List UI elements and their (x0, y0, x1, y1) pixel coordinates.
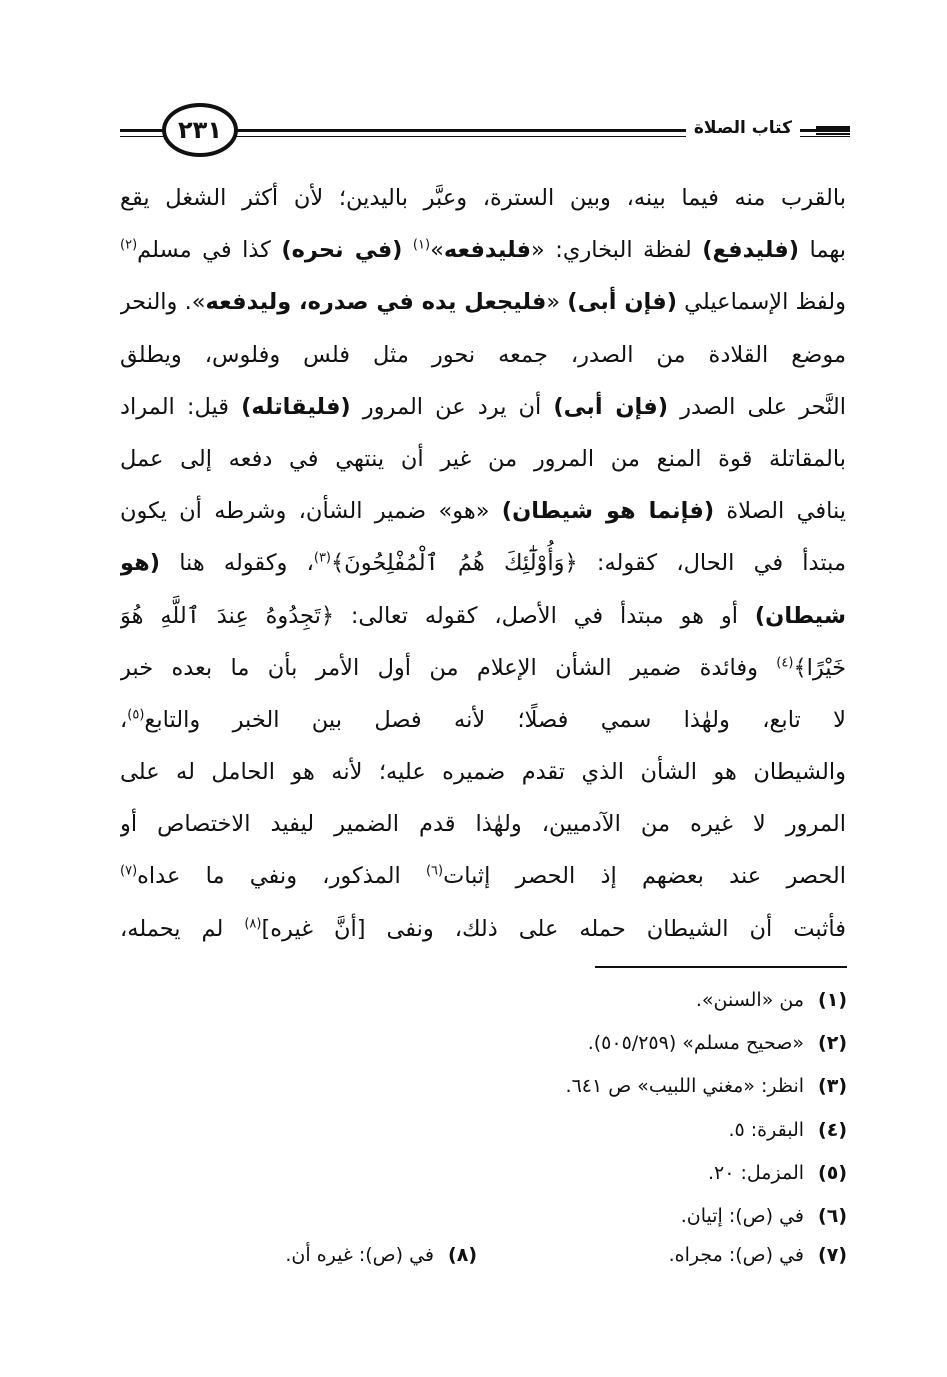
footnotes (120, 985, 847, 1287)
text-line (120, 485, 846, 537)
footnote-ref: (٤) (776, 655, 794, 671)
footnote-5: (٥)المزمل: ٢٠. (708, 1161, 847, 1184)
footnote-1: (١)من «السنن». (695, 989, 847, 1011)
footnote-ref: (٣) (313, 550, 331, 566)
footnote-ref: (٧) (120, 863, 138, 879)
text-line (120, 746, 846, 798)
footnote-ref: (١) (412, 237, 431, 253)
footnote-8: (٨)في (ص): غيره أن. (285, 1244, 477, 1267)
bold-text: (فإن أبى) (553, 393, 669, 420)
text-run: لا تابع، ولهٰذا سمي فصلًا؛ لأنه فصل بين الخبر والتابع (144, 706, 846, 733)
text-line (120, 276, 846, 328)
text-run: « (546, 289, 568, 316)
footnote-ref: (٦) (425, 863, 444, 879)
bold-text: (فإن أبى) (567, 289, 678, 316)
bold-text: (فإنما هو شيطان) (501, 498, 715, 525)
page-header (120, 100, 850, 160)
text-run: والشيطان هو الشأن الذي تقدم ضميره عليه؛ لأنه هو الحامل له على (120, 759, 846, 786)
footnote-separator (595, 966, 847, 968)
running-title: كتاب الصلاة (686, 118, 800, 138)
footnote-ref: (٢) (120, 237, 138, 253)
main-text (120, 172, 846, 955)
text-line (120, 537, 846, 589)
text-run: ، (120, 706, 128, 733)
text-run: كذا في مسلم (137, 237, 282, 264)
text-run: خَيْرًا﴾ (793, 654, 846, 681)
text-run: بالقرب منه فيما بينه، وبين السترة، وعبَّر باليدين؛ لأن أكثر الشغل يقع (120, 185, 846, 211)
bold-text: (في نحره) (281, 237, 403, 264)
text-run: وفائدة ضمير الشأن الإعلام من أول الأمر بأن ما بعده خبر (120, 654, 777, 681)
text-line (120, 590, 846, 642)
text-run: ، وكقوله هنا (160, 550, 314, 577)
footnote-3: (٣)انظر: «مغني اللبيب» ص ٦٤١. (565, 1075, 847, 1098)
text-run: لم يحمله، (120, 915, 245, 942)
text-line (120, 329, 846, 381)
text-line (120, 798, 846, 850)
footnote-ref: (٥) (127, 707, 145, 723)
footnote-2: (٢)«صحيح مسلم» (٥٠٥/٢٥٩). (587, 1032, 847, 1055)
bold-text: (فليدفع) (702, 237, 800, 264)
text-line (120, 224, 846, 276)
text-run: قيل: المراد (120, 393, 242, 420)
text-run: الحصر عند بعضهم إذ الحصر إثبات (443, 863, 846, 890)
text-run: » (430, 237, 444, 264)
bold-text: فليدفعه (443, 237, 532, 264)
text-run: موضع القلادة من الصدر، جمعه نحور مثل فلس وفلوس، ويطلق (120, 341, 846, 368)
text-run: النَّحر على الصدر (668, 393, 846, 420)
text-run: ولفظ الإسماعيلي (677, 289, 846, 316)
text-run: ينافي الصلاة (714, 498, 846, 525)
bold-text: (فليقاتله) (241, 393, 351, 420)
text-run: أو هو مبتدأ في الأصل، كقوله تعالى: ﴿تَجِدُوهُ عِندَ ٱللَّهِ هُوَ (120, 602, 755, 629)
text-run: ». والنحر (120, 289, 206, 316)
text-line (120, 903, 846, 955)
text-line (120, 433, 846, 485)
text-run: المرور لا غيره من الآدميين، ولهٰذا قدم الضمير ليفيد الاختصاص أو (120, 811, 846, 838)
bold-text: فليجعل يده في صدره، وليدفعه (205, 289, 547, 316)
text-line (120, 694, 846, 746)
text-line (120, 642, 846, 694)
text-line (120, 381, 846, 433)
bold-text: (هو (120, 550, 160, 577)
header-ornament-lower (816, 133, 850, 135)
header-ornament (816, 126, 850, 129)
text-run: فأثبت أن الشيطان حمله على ذلك، ونفى [أنَّ غيره] (261, 915, 846, 942)
footnote-4: (٤)البقرة: ٥. (728, 1118, 847, 1141)
text-run (402, 237, 412, 263)
text-run: المذكور، ونفي ما عداه (137, 863, 426, 890)
text-run: بهما (799, 237, 846, 264)
text-line (120, 172, 846, 224)
bold-text: شيطان) (754, 602, 846, 629)
footnote-6: (٦)في (ص): إتيان. (680, 1204, 847, 1227)
page-number: ٢٣١ (162, 103, 238, 157)
text-run: مبتدأ في الحال، كقوله: ﴿وَأُوْلَٰٓئِكَ هُمُ ٱلْمُفْلِحُونَ﴾ (331, 550, 846, 577)
footnote-row-7-8 (120, 1244, 847, 1287)
text-run: بالمقاتلة قوة المنع من المرور من غير أن ينتهي في دفعه إلى عمل (120, 445, 846, 472)
footnote-ref: (٨) (244, 916, 262, 932)
text-run: لفظة البخاري: « (531, 237, 703, 264)
text-run: «هو» ضمير الشأن، وشرطه أن يكون (120, 498, 502, 525)
text-run: أن يرد عن المرور (350, 393, 554, 420)
footnote-7: (٧)في (ص): مجراه. (668, 1244, 847, 1267)
text-line (120, 850, 846, 902)
